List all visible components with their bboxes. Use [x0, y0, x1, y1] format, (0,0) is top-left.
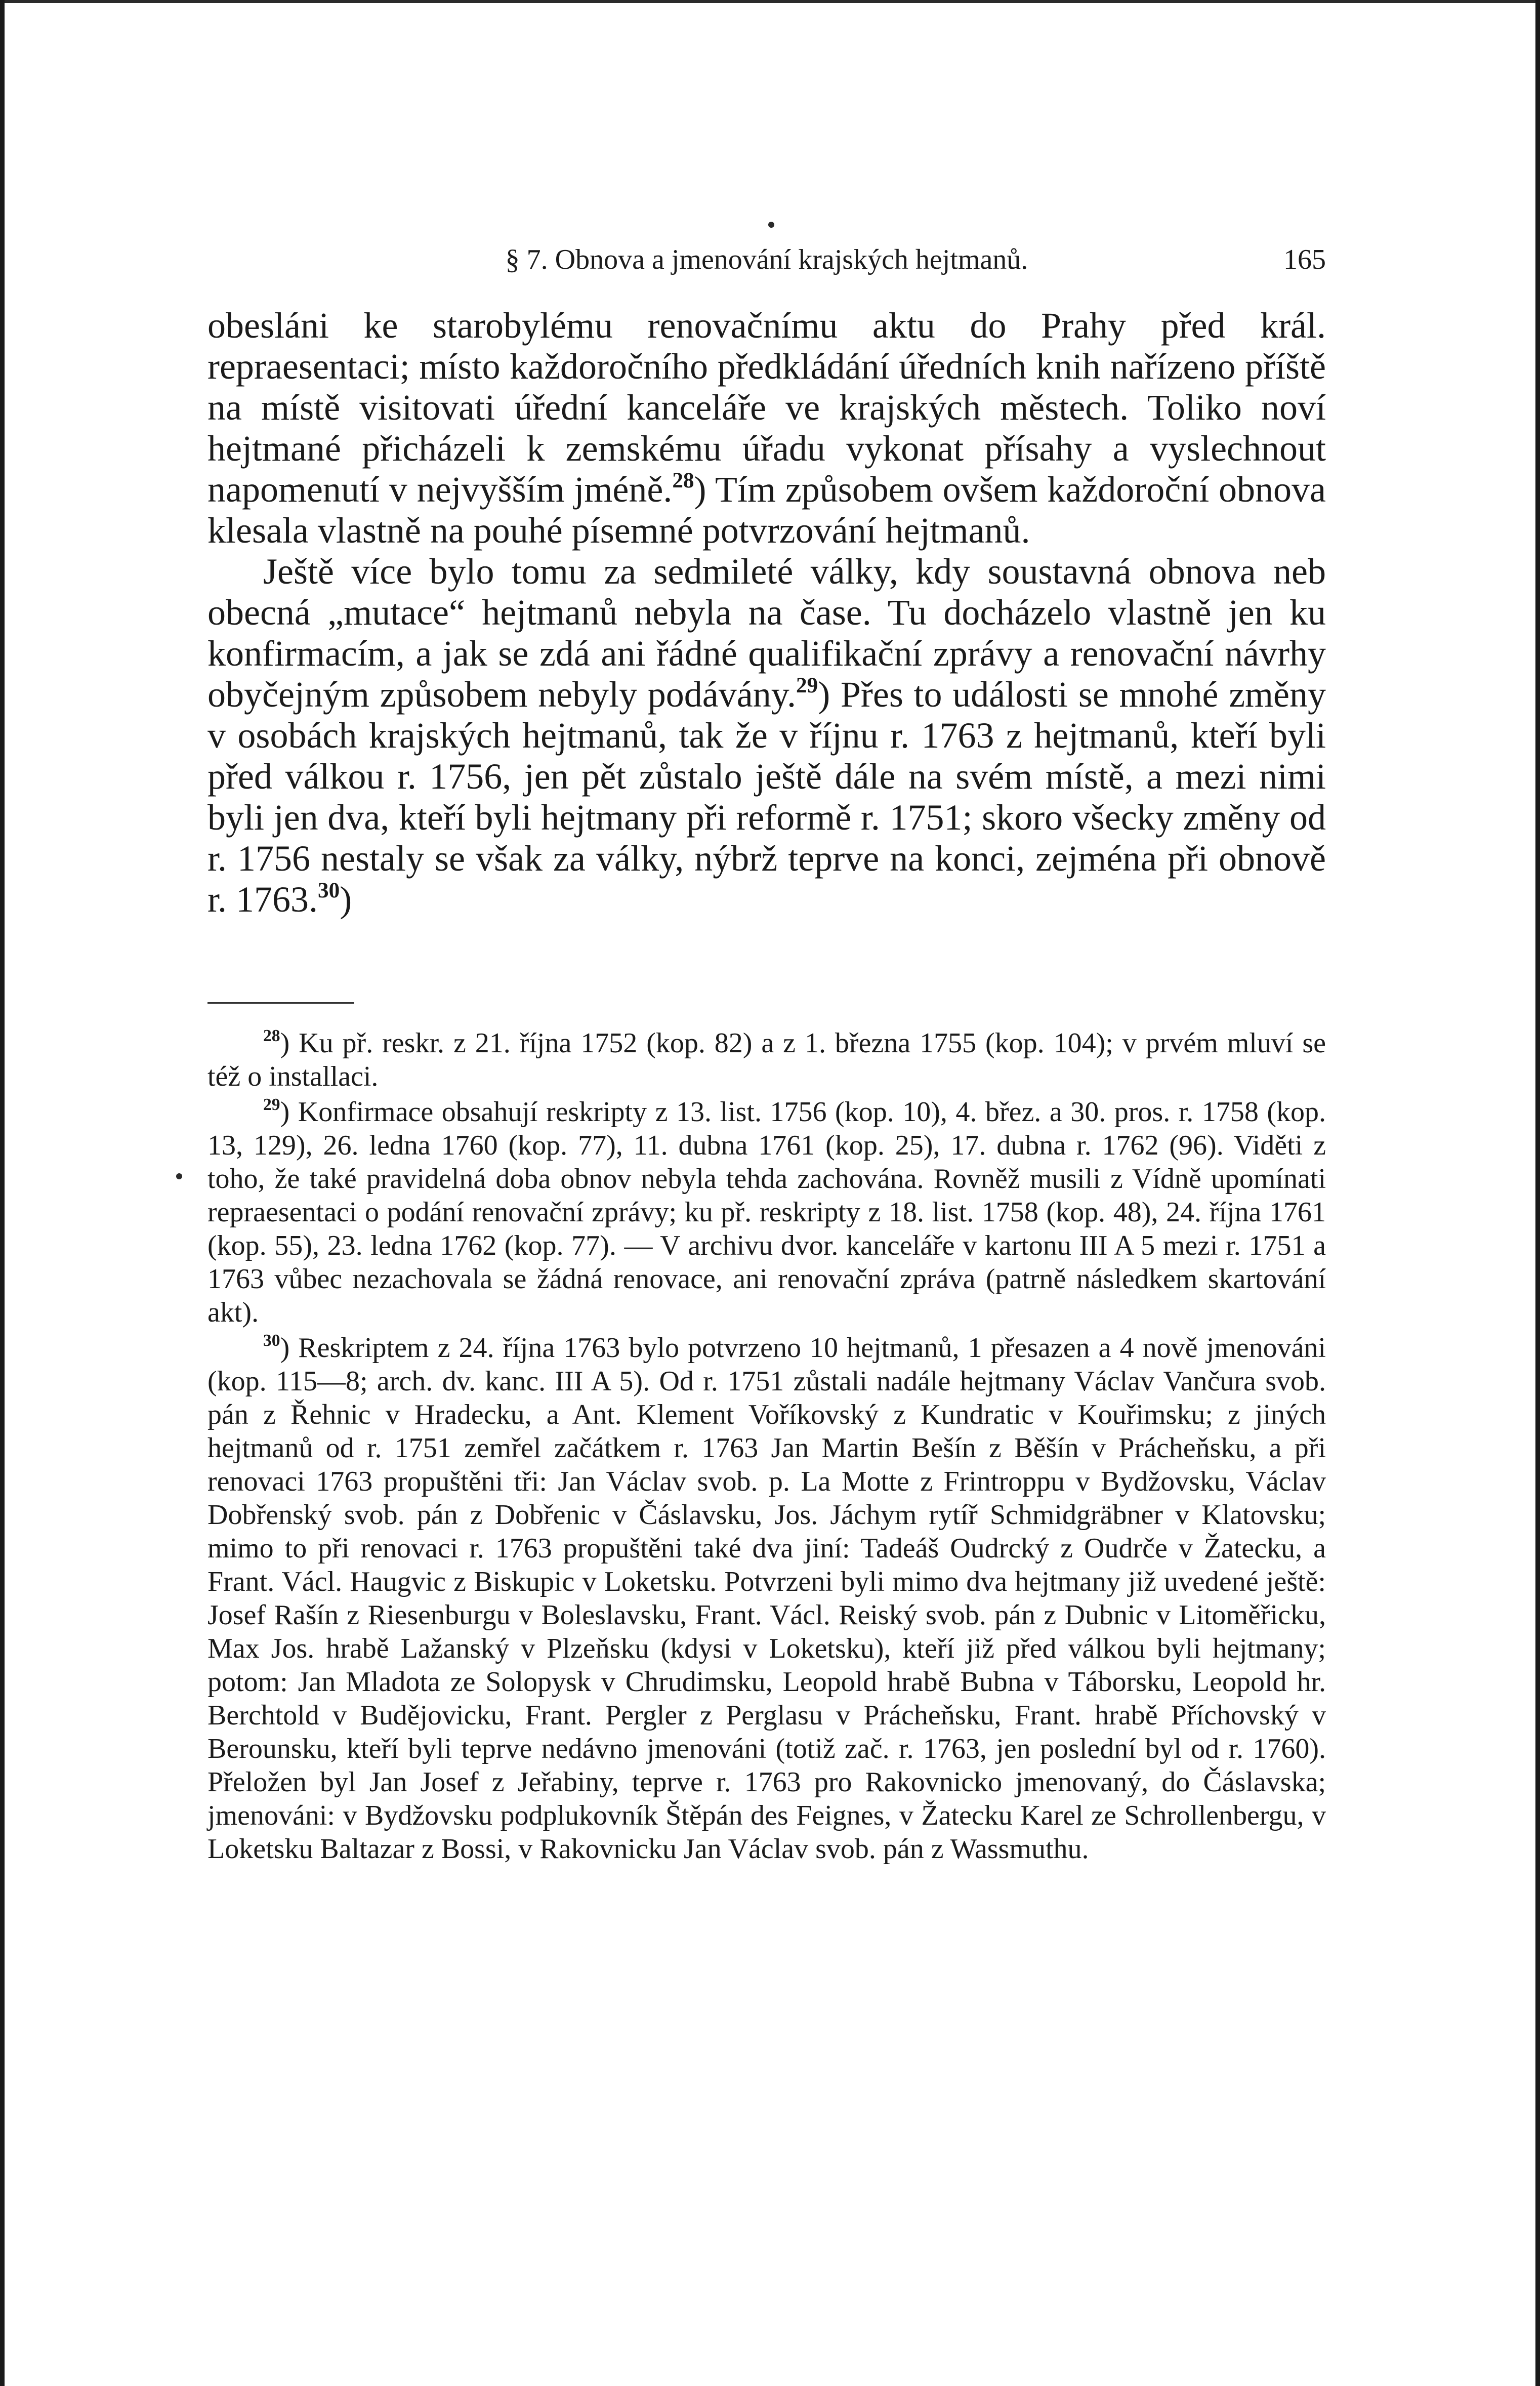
print-speck — [768, 222, 774, 228]
print-speck — [176, 1173, 182, 1179]
paragraph-1 — [207, 305, 1326, 551]
footnote-30 — [207, 1331, 1326, 1866]
footnote-mark: 28 — [263, 1026, 280, 1046]
main-text — [207, 305, 1326, 920]
scan-edge-top — [0, 0, 1540, 3]
footnote-ref-28[interactable]: 28 — [672, 468, 694, 492]
footnote-text: ) Reskriptem z 24. října 1763 bylo potvrzeno 10 hejtmanů, 1 přesazen a 4 nově jmenováni (kop. 115—8; arch. dv. kanc. III A 5). Od r. 1751 zůstali nadále hejtmany Václav Vančura svob. pán z Řehnic v Hradecku, a Ant. Klement Voříkovský z Kundratic v Kouřimsku; z jiných hejtmanů od r. 1751 zemřel začátkem r. 1763 Jan Martin Bešín z Běšín v Prácheňsku, a při renovaci 1763 propuštěni tři: Jan Václav svob. p. La Motte z Frintroppu v Bydžovsku, Václav Dobřenský svob. pán z Dobřenic v Čáslavsku, Jos. Jáchym rytíř Schmidgräbner v Klatovsku; mimo to při renovaci r. 1763 propuštěni také dva jiní: Tadeáš Oudrcký z Oudrče v Žatecku, a Frant. Václ. Haugvic z Biskupic v Loketsku. Potvrzeni byli mimo dva hejtmany již uvedené ještě: Josef Rašín z Riesenburgu v Boleslavsku, Frant. Václ. Reiský svob. pán z Dubnic v Litoměřicku, Max Jos. hrabě Lažanský v Plzeňsku (kdysi v Loketsku), kteří již před válkou byli hejtmany; potom: Jan Mladota ze Solopysk v Chrudimsku, Leopold hrabě Bubna v Táborsku, Leopold hr. Berchtold v Budějovicku, Frant. Pergler z Perglasu v Prácheňsku, Frant. hrabě Příchovský v Berounsku, kteří byli teprve nedávno jmenováni (totiž zač. r. 1763, jen poslední byl od r. 1760). Přeložen byl Jan Josef z Jeřabiny, teprve r. 1763 pro Rakovnicko jmenovaný, do Čáslavska; jmenováni: v Bydžovsku podplukovník Štěpán des Feignes, v Žatecku Karel ze Schrollenbergu, v Loketsku Baltazar z Bossi, v Rakovnicku Jan Václav svob. pán z Wassmuthu. — [207, 1332, 1326, 1865]
footnote-mark: 30 — [263, 1331, 280, 1350]
paragraph-2-text-a: Ještě více bylo tomu za sedmileté války, kdy soustavná obnova neb obecná „mutace“ hejtmanů nebyla na čase. Tu docházelo vlastně jen ku konfirmacím, a jak se zdá ani řádné qualifikační zprávy a renovační návrhy obyčejným způsobem nebyly podávány. — [207, 551, 1326, 715]
footnote-text: ) Konfirmace obsahují reskripty z 13. list. 1756 (kop. 10), 4. břez. a 30. pros. r. 1758 (kop. 13, 129), 26. ledna 1760 (kop. 77), 11. dubna 1761 (kop. 25), 17. dubna r. 1762 (96). Viděti z toho, že také pravidelná doba obnov nebyla tehda zachována. Rovněž musili z Vídně upomínati repraesentaci o podání renovační zprávy; ku př. reskripty z 18. list. 1758 (kop. 48), 24. října 1761 (kop. 55), 23. ledna 1762 (kop. 77). — V archivu dvor. kanceláře v kartonu III A 5 mezi r. 1751 a 1763 vůbec nezachovala se žádná renovace, ani renovační zpráva (patrně následkem skartování akt). — [207, 1096, 1326, 1328]
footnote-29 — [207, 1095, 1326, 1329]
running-header — [207, 242, 1326, 277]
paragraph-1-text-a: obesláni ke starobylému renovačnímu aktu do Prahy před král. repraesentaci; místo každoročního předkládání úředních knih nařízeno příště na místě visitovati úřední kanceláře ve krajských městech. Toliko noví hejtmané přicházeli k zemskému úřadu vykonat přísahy a vyslechnout napomenutí v nejvyšším jméně. — [207, 305, 1326, 510]
footnote-mark: 29 — [263, 1095, 280, 1115]
page-number: 165 — [1283, 244, 1326, 275]
scan-edge-right — [1535, 0, 1540, 2386]
paragraph-1-text-b: ) Tím způsobem ovšem každoroční obnova klesala vlastně na pouhé písemné potvrzování hejtmanů. — [207, 469, 1326, 551]
footnote-separator — [207, 1002, 354, 1004]
footnotes — [207, 1026, 1326, 1868]
paragraph-2-text-c: ) — [340, 879, 352, 920]
footnote-text: ) Ku př. reskr. z 21. října 1752 (kop. 82) a z 1. března 1755 (kop. 104); v prvém mluví se též o installaci. — [207, 1027, 1326, 1092]
footnote-ref-30[interactable]: 30 — [318, 878, 340, 902]
paragraph-2-text-b: ) Přes to události se mnohé změny v osobách krajských hejtmanů, tak že v říjnu r. 1763 z hejtmanů, kteří byli před válkou r. 1756, jen pět zůstalo ještě dále na svém místě, a mezi nimi byli jen dva, kteří byli hejtmany při reformě r. 1751; skoro všecky změny od r. 1756 nestaly se však za války, nýbrž teprve na konci, zejména při obnově r. 1763. — [207, 674, 1326, 920]
paragraph-2 — [207, 551, 1326, 920]
running-title: § 7. Obnova a jmenování krajských hejtmanů. — [505, 244, 1028, 275]
scan-edge-left — [0, 0, 5, 2386]
footnote-28 — [207, 1026, 1326, 1093]
footnote-ref-29[interactable]: 29 — [796, 673, 818, 697]
